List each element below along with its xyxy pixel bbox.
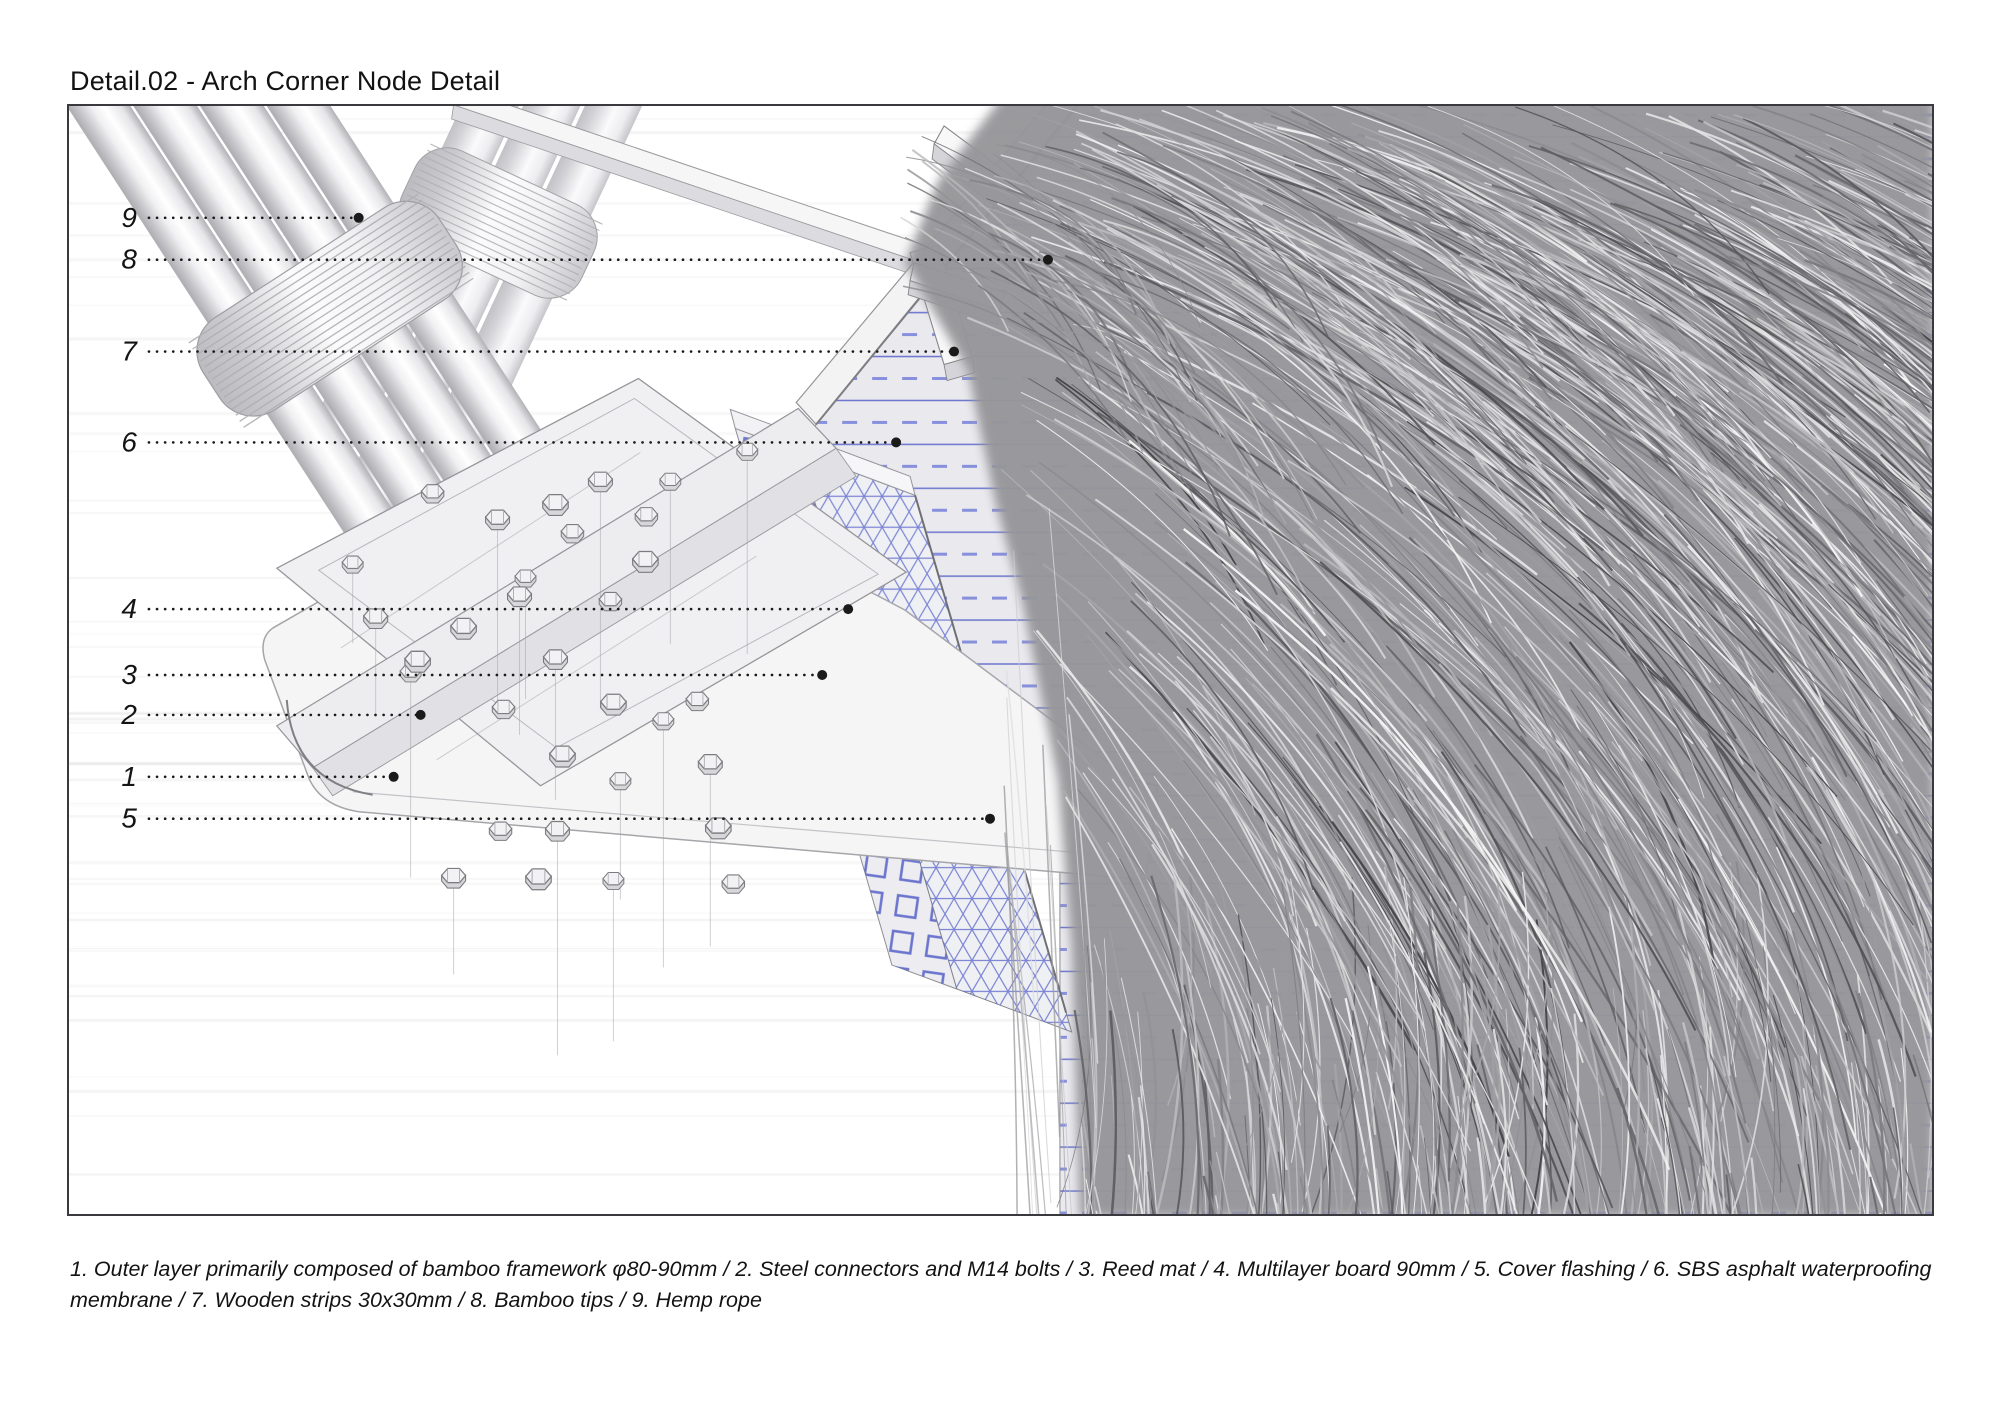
detail-drawing <box>69 106 1932 1214</box>
m14-bolt <box>561 525 583 543</box>
m14-bolt <box>545 822 569 842</box>
m14-bolt <box>451 618 476 639</box>
callout-label: 9 <box>121 201 137 233</box>
leader-dot <box>817 670 827 680</box>
m14-bolt <box>543 495 568 516</box>
callout-label: 6 <box>121 426 137 458</box>
page-title: Detail.02 - Arch Corner Node Detail <box>70 66 501 97</box>
m14-bolt <box>737 443 758 460</box>
m14-bolt <box>601 694 626 715</box>
m14-bolt <box>515 570 536 587</box>
callout-label: 7 <box>121 335 137 367</box>
m14-bolt <box>722 875 744 893</box>
m14-bolt <box>698 755 722 775</box>
m14-bolt <box>633 551 658 572</box>
m14-bolt <box>442 868 466 888</box>
m14-bolt <box>492 700 514 718</box>
m14-bolt <box>405 651 430 672</box>
caption-legend <box>70 1254 1950 1316</box>
m14-bolt <box>364 609 388 629</box>
callout-label: 3 <box>121 658 137 690</box>
leader-dot <box>891 437 901 447</box>
caption-line-1: 1. Outer layer primarily composed of bamboo framework φ80-90mm / 2. Steel connectors and M14 bolts / 3. Reed mat / 4. Multilayer board 90mm / 5. Cover flashing / 6. SBS asphalt waterproofing <box>70 1256 1932 1281</box>
m14-bolt <box>686 692 708 710</box>
leader-dot <box>949 347 959 357</box>
leader-dot <box>1043 255 1053 265</box>
caption-line-2: membrane / 7. Wooden strips 30x30mm / 8. Bamboo tips / 9. Hemp rope <box>70 1287 762 1312</box>
leader-dot <box>389 772 399 782</box>
callout-label: 1 <box>121 760 137 792</box>
m14-bolt <box>653 713 674 730</box>
callout-label: 4 <box>121 593 137 625</box>
m14-bolt <box>526 869 551 890</box>
m14-bolt <box>550 746 575 767</box>
leader-dot <box>416 710 426 720</box>
m14-bolt <box>486 510 510 530</box>
bamboo-tips-thatch <box>901 106 1932 1214</box>
m14-bolt <box>635 508 657 526</box>
m14-bolt <box>544 650 568 670</box>
callout-label: 5 <box>121 802 137 834</box>
m14-bolt <box>421 485 443 503</box>
m14-bolt <box>610 773 631 790</box>
m14-bolt <box>342 556 363 573</box>
m14-bolt <box>508 587 532 607</box>
callout-label: 8 <box>121 243 137 275</box>
leader-dot <box>985 814 995 824</box>
callout-label: 2 <box>121 698 137 730</box>
leader-dot <box>354 213 364 223</box>
m14-bolt <box>660 473 681 490</box>
m14-bolt <box>706 818 731 839</box>
m14-bolt <box>603 872 624 889</box>
leader-dot <box>843 604 853 614</box>
m14-bolt <box>489 822 511 840</box>
drawing-frame <box>67 104 1934 1216</box>
m14-bolt <box>588 472 612 492</box>
